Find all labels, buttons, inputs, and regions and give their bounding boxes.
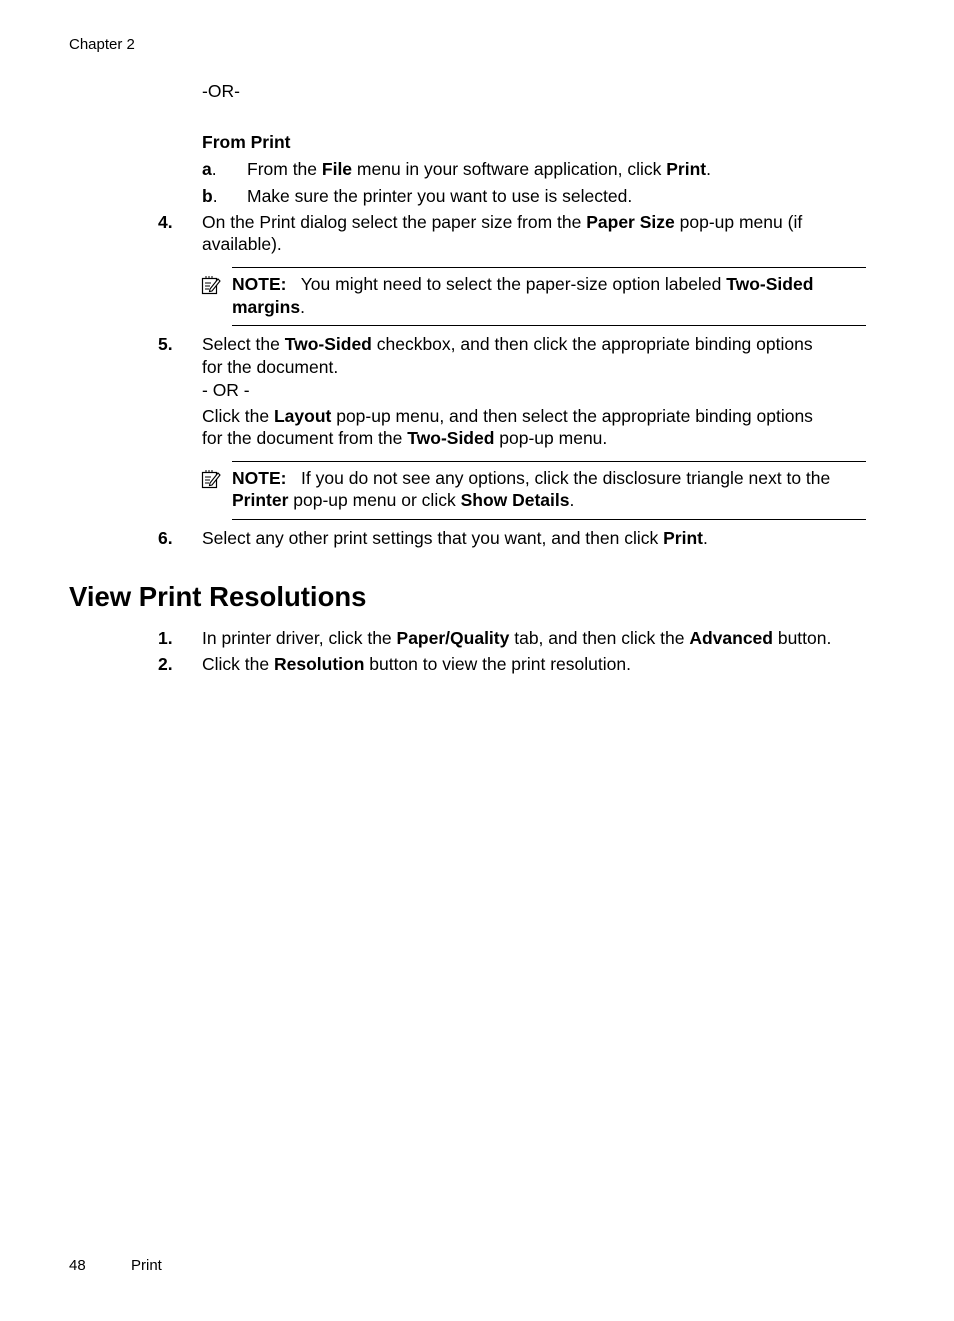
step-4-text: On the Print dialog select the paper size from the Paper Size pop-up menu (if [202,212,803,232]
resolution-step-1-text: In printer driver, click the Paper/Quality tab, and then click the Advanced button. [202,628,832,648]
substep-a-text: From the File menu in your software application, click Print. [247,159,711,179]
from-print-heading: From Print [202,132,291,152]
note-2-text: NOTE: If you do not see any options, click the disclosure triangle next to the [232,468,831,488]
step-5-text-line2: for the document. [202,357,339,377]
note-2-top-rule [232,461,866,462]
step-6-text: Select any other print settings that you want, and then click Print. [202,528,708,548]
substep-a-marker: a. [202,159,217,179]
step-5-number: 5. [158,334,173,354]
page-number: 48 [69,1257,86,1274]
step-5-alt-text: Click the Layout pop-up menu, and then select the appropriate binding options [202,406,813,426]
note-1-text: NOTE: You might need to select the paper-size option labeled Two-Sided [232,274,814,294]
section-title: View Print Resolutions [69,581,367,612]
note-icon [201,275,221,295]
step-5-or: - OR - [202,380,250,400]
or-separator: -OR- [202,81,240,101]
note-icon [201,469,221,489]
note-1-bottom-rule [232,325,866,326]
step-5-alt-text-line2: for the document from the Two-Sided pop-up menu. [202,428,608,448]
resolution-step-1-number: 1. [158,628,173,648]
note-2-bottom-rule [232,519,866,520]
note-2-text-line2: Printer pop-up menu or click Show Details. [232,490,575,510]
note-1-top-rule [232,267,866,268]
running-header: Chapter 2 [69,36,135,53]
resolution-step-2-text: Click the Resolution button to view the print resolution. [202,654,631,674]
note-1-text-line2: margins. [232,297,305,317]
substep-b-text: Make sure the printer you want to use is selected. [247,186,633,206]
step-4-number: 4. [158,212,173,232]
footer-section-title: Print [131,1257,162,1274]
step-4-text-line2: available). [202,234,282,254]
step-6-number: 6. [158,528,173,548]
step-5-text: Select the Two-Sided checkbox, and then click the appropriate binding options [202,334,813,354]
substep-b-marker: b. [202,186,218,206]
resolution-step-2-number: 2. [158,654,173,674]
